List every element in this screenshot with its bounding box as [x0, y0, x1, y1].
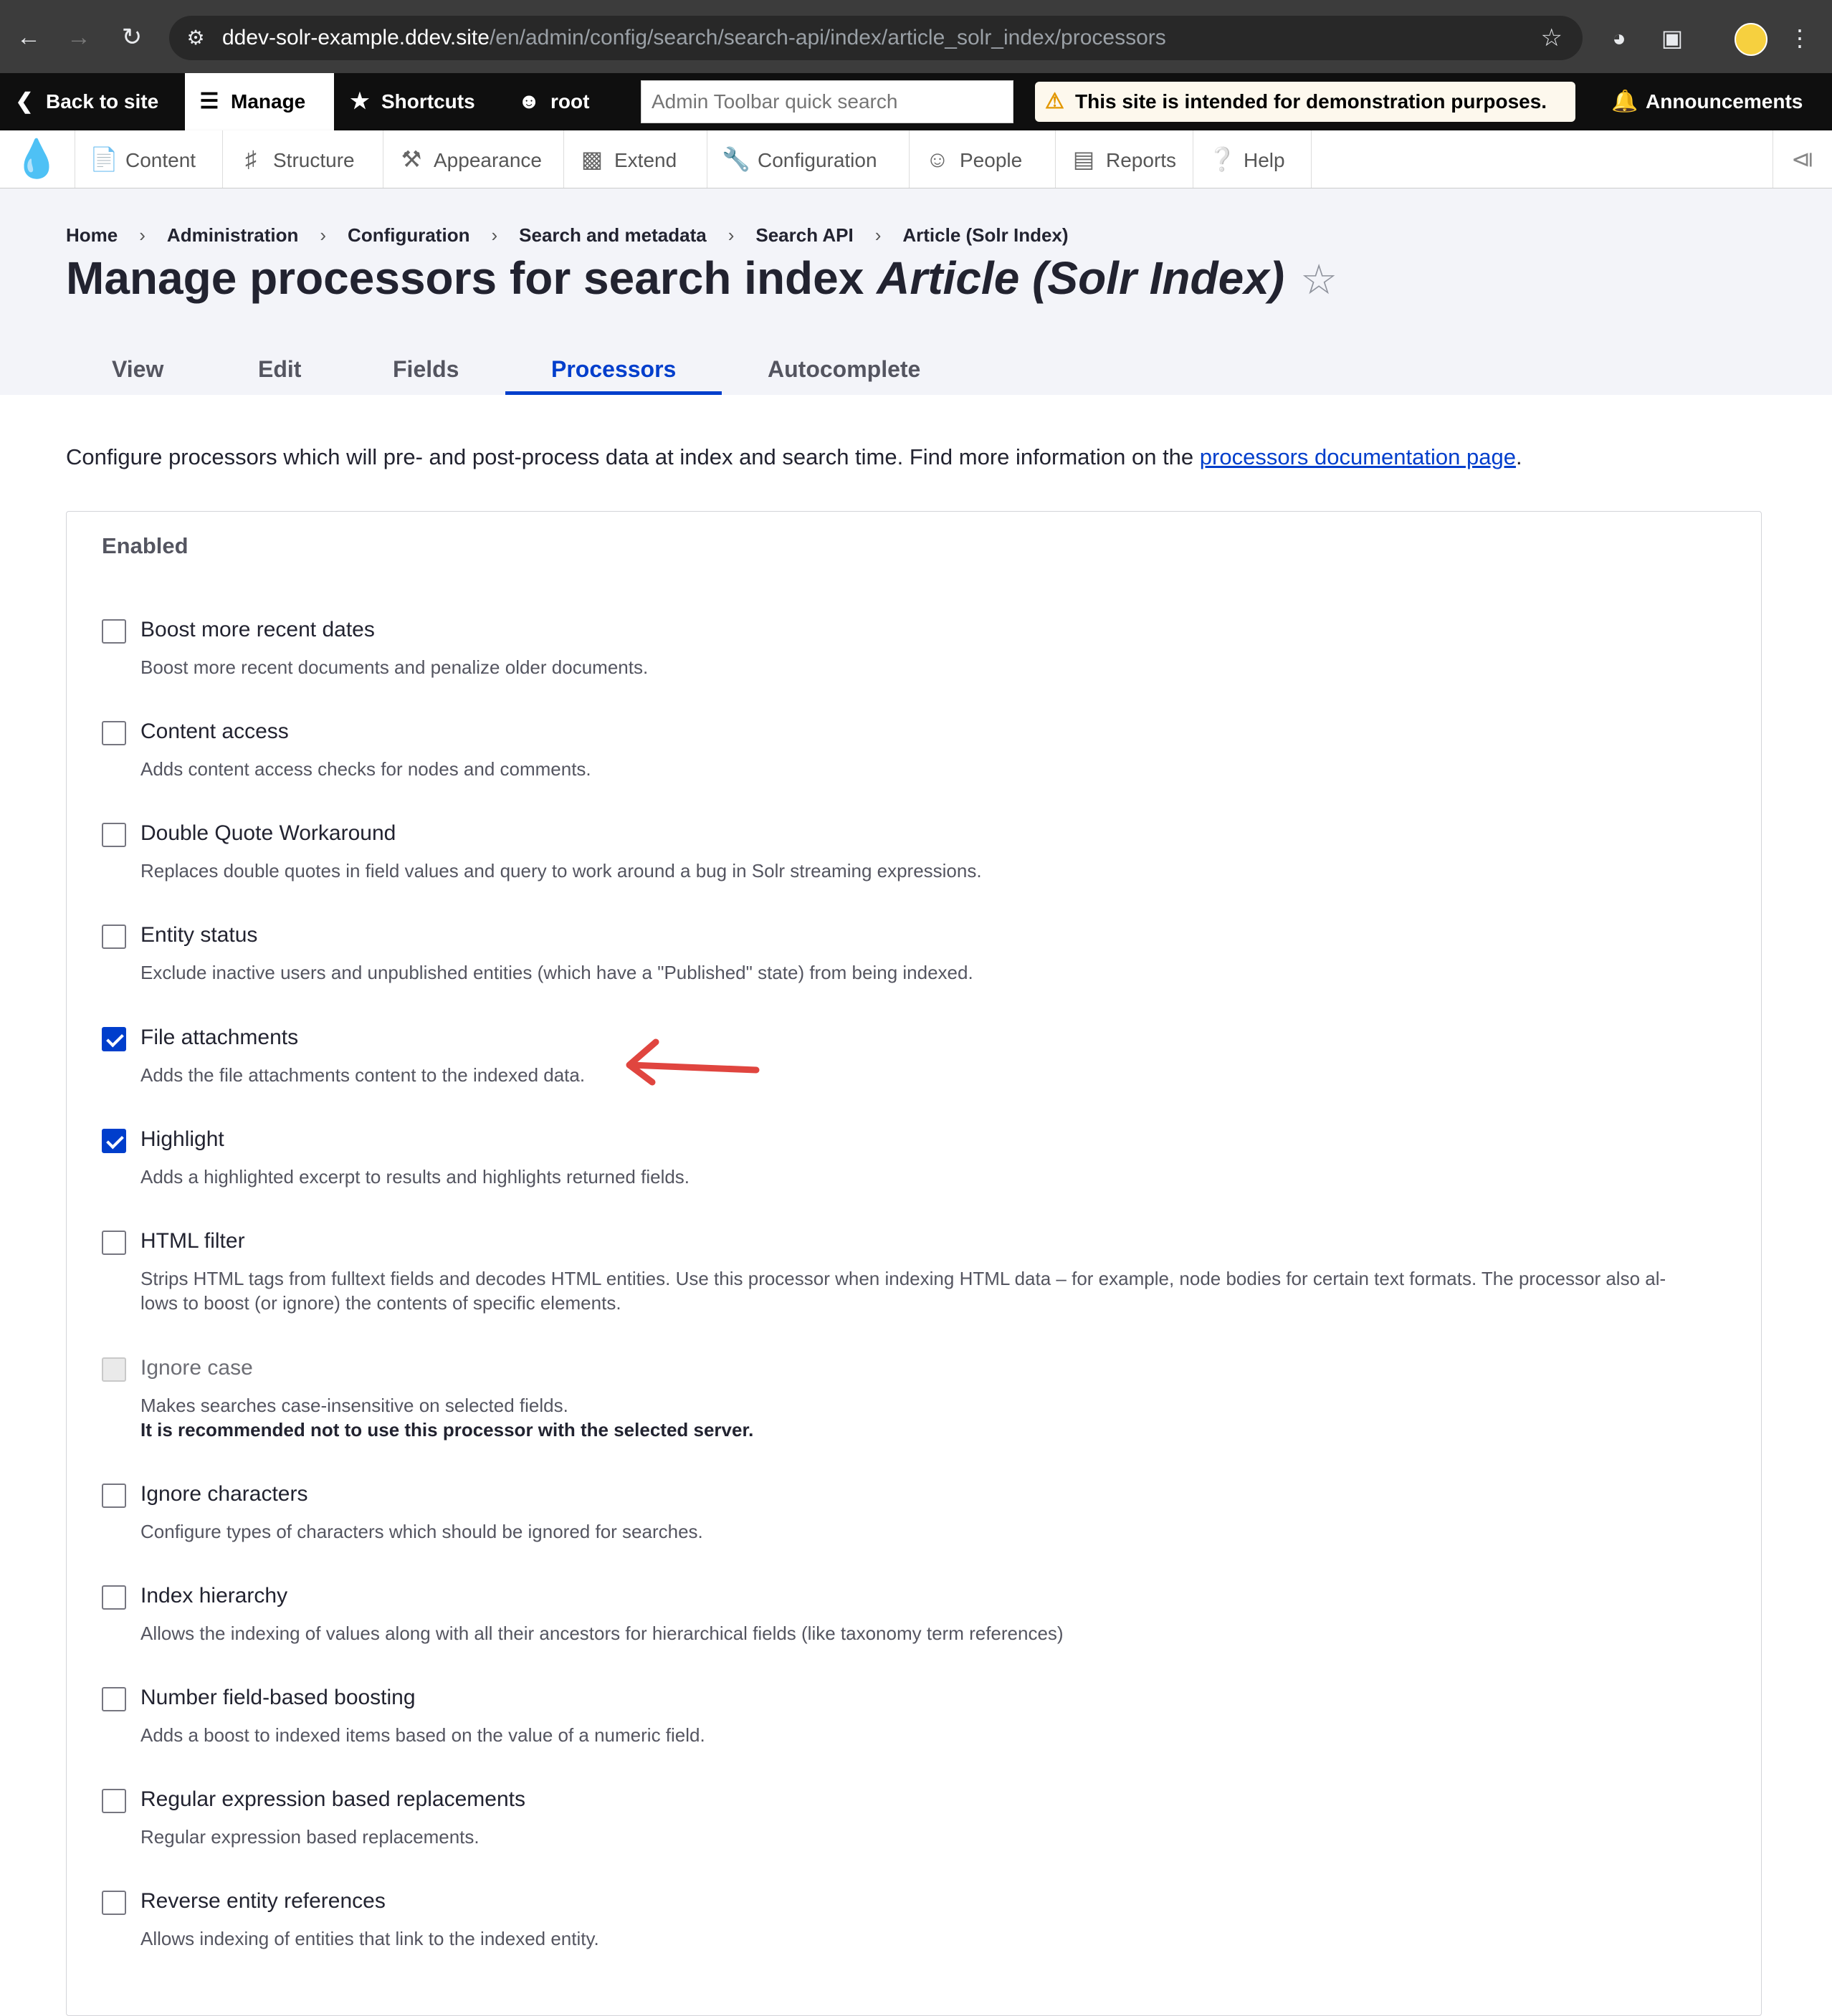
active-tab-indicator: [505, 391, 722, 395]
processor-label[interactable]: Highlight: [140, 1127, 224, 1151]
url-host: ddev-solr-example.ddev.site: [222, 26, 490, 49]
tray-item-label: Reports: [1106, 149, 1177, 171]
breadcrumb-separator-icon: ›: [491, 224, 498, 246]
processor-label[interactable]: File attachments: [140, 1026, 299, 1049]
processor-checkbox[interactable]: [102, 1891, 126, 1915]
breadcrumb-index[interactable]: Article (Solr Index): [902, 224, 1069, 246]
enabled-legend: Enabled: [102, 533, 189, 558]
announcements-label: Announcements: [1646, 90, 1803, 113]
user-icon: ☻: [517, 90, 540, 113]
toolbar-quick-search[interactable]: [641, 80, 1013, 123]
tray-item-extend[interactable]: [563, 130, 707, 188]
processor-label[interactable]: HTML filter: [140, 1229, 245, 1253]
warning-text: This site is intended for demonstration purposes.: [1075, 90, 1547, 113]
reload-icon[interactable]: ↻: [121, 24, 143, 51]
breadcrumb-separator-icon: ›: [320, 224, 327, 246]
breadcrumb-separator-icon: ›: [727, 224, 735, 246]
intro-text: [66, 444, 1522, 470]
tray-item-content[interactable]: [75, 130, 222, 188]
brush-icon: ⚒: [401, 146, 422, 172]
processor-checkbox[interactable]: [102, 1484, 126, 1508]
people-icon: ☺: [925, 146, 950, 172]
tray-item-reports[interactable]: [1055, 130, 1193, 188]
processor-description: Boost more recent documents and penalize older documents.: [140, 656, 649, 678]
processor-label[interactable]: Entity status: [140, 923, 258, 947]
shortcuts-label: Shortcuts: [381, 90, 475, 113]
admin-tray: [0, 130, 1832, 188]
manage-tab[interactable]: [185, 73, 334, 130]
processor-checkbox[interactable]: [102, 823, 126, 847]
forward-arrow-icon[interactable]: →: [67, 24, 91, 51]
tray-item-structure[interactable]: [222, 130, 383, 188]
bell-icon: 🔔: [1611, 90, 1638, 113]
processor-description: Replaces double quotes in field values and query to work around a bug in Solr streaming expressions.: [140, 860, 982, 882]
tab-view[interactable]: View: [112, 356, 164, 382]
tab-edit[interactable]: Edit: [258, 356, 302, 382]
page-title: [66, 252, 1337, 305]
processor-checkbox[interactable]: [102, 1231, 126, 1255]
processor-checkbox[interactable]: [102, 1789, 126, 1813]
browser-chrome: [0, 0, 1832, 73]
processor-checkbox[interactable]: [102, 619, 126, 644]
user-tab[interactable]: [516, 73, 589, 130]
bookmark-star-icon[interactable]: ☆: [1540, 24, 1563, 52]
processor-description: Adds content access checks for nodes and comments.: [140, 758, 591, 780]
favorite-star-icon[interactable]: ☆: [1300, 257, 1338, 303]
processor-checkbox: [102, 1357, 126, 1382]
processor-label[interactable]: Boost more recent dates: [140, 618, 375, 641]
processor-checkbox[interactable]: [102, 1129, 126, 1153]
processor-label[interactable]: Ignore characters: [140, 1482, 308, 1506]
breadcrumb-search-api[interactable]: Search API: [755, 224, 854, 246]
processor-description: [140, 1393, 1703, 1442]
kebab-menu-icon[interactable]: ⋮: [1788, 25, 1811, 51]
processor-description: Adds the file attachments content to the indexed data.: [140, 1064, 586, 1086]
back-arrow-icon[interactable]: ←: [16, 24, 41, 51]
wrench-icon: 🔧: [722, 146, 750, 172]
tray-item-people[interactable]: [909, 130, 1055, 188]
processor-label[interactable]: Content access: [140, 720, 289, 743]
url-text[interactable]: [222, 16, 1166, 60]
processor-description: Adds a highlighted excerpt to results and highlights returned fields.: [140, 1166, 690, 1188]
tray-item-label: Extend: [614, 149, 677, 171]
processor-checkbox[interactable]: [102, 721, 126, 745]
tray-item-label: Content: [125, 149, 196, 171]
tray-item-label: People: [960, 149, 1023, 171]
processor-label[interactable]: Number field-based boosting: [140, 1686, 416, 1709]
hamburger-icon: ☰: [199, 90, 219, 113]
processor-label: Ignore case: [140, 1356, 253, 1380]
environment-warning: [1035, 82, 1575, 122]
breadcrumb-search-metadata[interactable]: Search and metadata: [519, 224, 707, 246]
processors-doc-link[interactable]: processors documentation page: [1199, 444, 1516, 469]
tab-fields[interactable]: Fields: [393, 356, 459, 382]
tray-item-configuration[interactable]: [707, 130, 909, 188]
processor-label[interactable]: Double Quote Workaround: [140, 821, 396, 845]
breadcrumb-administration[interactable]: Administration: [166, 224, 299, 246]
drupal-logo-icon[interactable]: 💧: [13, 138, 60, 180]
page-header: [0, 188, 1832, 395]
url-path: /en/admin/config/search/search-api/index/article_solr_index/processors: [489, 26, 1166, 49]
address-bar[interactable]: [169, 16, 1583, 60]
breadcrumb-home[interactable]: Home: [66, 224, 118, 246]
manage-label: Manage: [231, 90, 306, 113]
processor-description-text: Makes searches case-insensitive on selected fields.: [140, 1395, 568, 1416]
processor-description: Adds a boost to indexed items based on the value of a numeric field.: [140, 1724, 705, 1746]
tab-autocomplete[interactable]: Autocomplete: [768, 356, 921, 382]
shortcuts-tab[interactable]: [347, 73, 475, 130]
site-settings-icon[interactable]: ⚙: [186, 27, 205, 49]
star-icon: ★: [350, 90, 370, 113]
announcements-tab[interactable]: [1611, 73, 1803, 130]
user-label: root: [550, 90, 590, 113]
breadcrumb-separator-icon: ›: [139, 224, 145, 246]
processor-checkbox[interactable]: [102, 1687, 126, 1711]
processor-checkbox[interactable]: [102, 1027, 126, 1051]
collapse-tray-icon[interactable]: ⧏: [1773, 130, 1832, 188]
profile-avatar[interactable]: [1735, 23, 1767, 56]
processor-description: Allows indexing of entities that link to the indexed entity.: [140, 1928, 599, 1949]
breadcrumb-separator-icon: ›: [874, 224, 882, 246]
processor-checkbox[interactable]: [102, 925, 126, 949]
tray-item-label: Appearance: [434, 149, 543, 171]
help-icon: ❔: [1208, 146, 1236, 172]
tray-item-help[interactable]: [1193, 130, 1312, 188]
extension-icon[interactable]: ◕: [1612, 25, 1626, 51]
warning-icon: ⚠: [1045, 90, 1064, 113]
tray-item-label: Structure: [273, 149, 355, 171]
processor-checkbox[interactable]: [102, 1585, 126, 1610]
annotation-arrow-icon: [616, 1031, 760, 1088]
puzzle-extensions-icon[interactable]: ▣: [1661, 25, 1684, 51]
processor-description: Allows the indexing of values along with all their ancestors for hierarchical fields (like taxonomy term references): [140, 1623, 1064, 1644]
tray-item-appearance[interactable]: [383, 130, 563, 188]
page-title-prefix: Manage processors for search index: [66, 252, 877, 304]
intro-lead: Configure processors which will pre- and post-process data at index and search time. Find more information on the: [66, 444, 1200, 469]
back-circle-icon: ❮: [15, 90, 34, 113]
bar-chart-icon: ▤: [1072, 146, 1095, 172]
processor-description: Configure types of characters which should be ignored for searches.: [140, 1521, 703, 1542]
breadcrumb-configuration[interactable]: Configuration: [348, 224, 470, 246]
processor-label[interactable]: Regular expression based replacements: [140, 1787, 525, 1811]
intro-end: .: [1515, 444, 1522, 469]
tray-item-label: Configuration: [758, 149, 877, 171]
processor-description: Regular expression based replacements.: [140, 1826, 480, 1848]
tray-item-label: Help: [1244, 149, 1285, 171]
structure-icon: ♯: [245, 146, 257, 172]
tab-processors[interactable]: Processors: [551, 356, 677, 382]
file-icon: 📄: [90, 146, 118, 172]
processor-description: Exclude inactive users and unpublished entities (which have a "Published" state) from being indexed.: [140, 962, 973, 983]
puzzle-icon: ▩: [581, 146, 603, 172]
back-to-site-link[interactable]: [11, 73, 158, 130]
processor-label[interactable]: Index hierarchy: [140, 1584, 288, 1607]
page-title-index: Article (Solr Index): [877, 252, 1285, 304]
back-to-site-label: Back to site: [46, 90, 159, 113]
processor-warning: It is recommended not to use this processor with the selected server.: [140, 1419, 754, 1441]
processor-label[interactable]: Reverse entity references: [140, 1889, 386, 1913]
processor-description: Strips HTML tags from fulltext fields and decodes HTML entities. Use this processor when indexing HTML data – for example, node bodies for certain text formats. The processor also al-lows to boost (or ignore) the contents of specific elements.: [140, 1268, 1666, 1314]
breadcrumb: [66, 224, 1069, 247]
admin-toolbar: [0, 73, 1832, 130]
